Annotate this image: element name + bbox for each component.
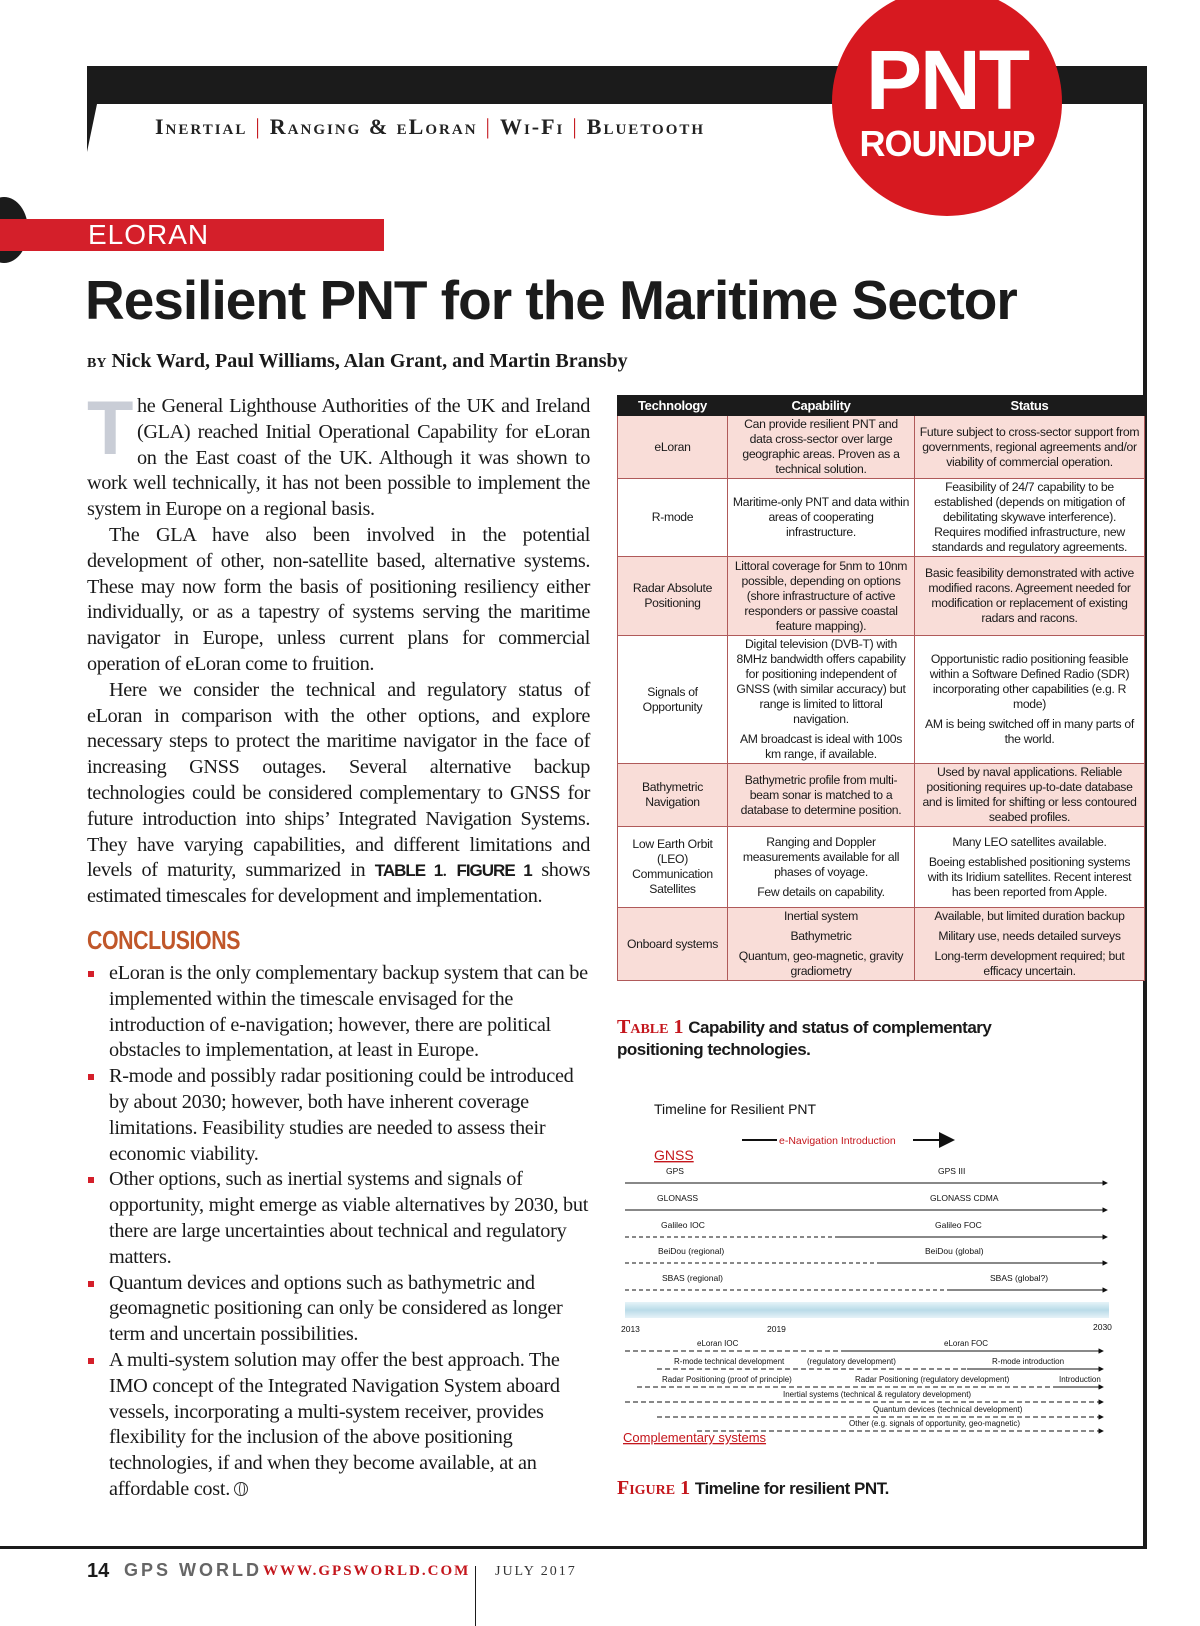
list-item: [87, 1167, 590, 1270]
year-label: 2013: [621, 1324, 640, 1334]
table-row: [618, 764, 1145, 827]
gnss-label-right: Galileo FOC: [935, 1220, 982, 1230]
bullet-icon: [88, 1358, 94, 1364]
cell-line: Can provide resilient PNT and data cross-sector over large geographic areas. Proven as a technical solution.: [742, 417, 900, 476]
bullet-icon: [88, 971, 94, 977]
body-paragraph-3: [87, 678, 590, 910]
table-header-cell: Status: [915, 396, 1145, 416]
figure-caption-text: Timeline for resilient PNT.: [694, 1479, 889, 1498]
complementary-label-mid: Inertial systems (technical & regulatory development): [783, 1390, 972, 1399]
body-paragraph-3-sep: .: [442, 859, 457, 882]
drop-cap: T: [87, 386, 134, 471]
status-cell: [915, 479, 1145, 557]
cell-line: Basic feasibility demonstrated with active modified racons. Agreement needed for modification or replacement of existing radars and racons.: [925, 566, 1134, 625]
status-cell: [915, 636, 1145, 764]
gnss-label-left: GPS: [666, 1166, 684, 1176]
complementary-label-right: Introduction: [1059, 1375, 1101, 1384]
list-item-text: Other options, such as inertial systems and signals of opportunity, might emerge as viable alternatives by 2030, but there are large uncertainties about technical and regulatory matters.: [109, 1168, 589, 1268]
complementary-label-right: R-mode introduction: [992, 1357, 1065, 1366]
table-caption-label: Table 1: [617, 1016, 684, 1038]
enav-label: e-Navigation Introduction: [779, 1135, 896, 1147]
capability-cell: [728, 636, 915, 764]
section-label: ELORAN: [88, 219, 210, 250]
logo-text-roundup: ROUNDUP: [859, 123, 1035, 164]
cell-line: Many LEO satellites available.: [952, 834, 1107, 849]
table-caption-text: Capability and status of complementary positioning technologies.: [617, 1018, 992, 1059]
list-item: [87, 961, 590, 1064]
cell-line: Opportunistic radio positioning feasible within a Software Defined Radio (SDR) incorporating other capabilities (e.g. R mode): [929, 652, 1130, 711]
table-row: [618, 557, 1145, 636]
table-row: [618, 908, 1145, 981]
gnss-label-right: BeiDou (global): [925, 1246, 984, 1256]
status-cell: [915, 764, 1145, 827]
cell-line: Maritime-only PNT and data within areas of cooperating infrastructure.: [732, 495, 910, 539]
table-row: [618, 479, 1145, 557]
table-row: [618, 636, 1145, 764]
list-item: [87, 1271, 590, 1348]
list-item: [87, 1064, 590, 1167]
cell-line: Available, but limited duration backup: [934, 909, 1125, 923]
logo-text-pnt: PNT: [866, 33, 1028, 127]
gnss-label-left: BeiDou (regional): [658, 1246, 725, 1256]
cell-line: Boeing established positioning systems with its Iridium satellites. Recent interest has been reported from Apple.: [927, 854, 1132, 899]
body-paragraph-3-text-a: Here we consider the technical and regulatory status of eLoran in comparison with the other options, and explore necessary steps to protect the maritime navigator in the face of increasing GNSS outages. Several alternative backup technologies could be considered complementary to GNSS for future introduction into ships’ Integrated Navigation Systems. They have varying capabilities, and different limitations and levels of maturity, summarized in: [87, 678, 590, 882]
topic-separator: |: [255, 114, 262, 139]
header-notch: [87, 104, 97, 152]
topic-separator: |: [485, 114, 492, 139]
cell-line: Littoral coverage for 5nm to 10nm possible, depending on options (shore infrastructure of active responders or passive coastal feature mapping).: [734, 558, 908, 633]
table-header-cell: Capability: [728, 396, 915, 416]
technology-cell: Onboard systems: [618, 908, 728, 981]
byline-authors: Nick Ward, Paul Williams, Alan Grant, and Martin Bransby: [111, 350, 628, 372]
complementary-label-right: eLoran FOC: [944, 1339, 989, 1348]
byline: [87, 348, 628, 377]
gnss-heading: GNSS: [654, 1147, 694, 1163]
cell-line: Used by naval applications. Reliable positioning requires up-to-date database and is limited for shifting or less contoured seabed profiles.: [922, 765, 1137, 824]
conclusions-list: [87, 961, 590, 1503]
list-item-text: Quantum devices and options such as bathymetric and geomagnetic positioning can only be considered as longer term and uncertain possibilities.: [109, 1271, 563, 1346]
table-header-row: [618, 396, 1145, 416]
capability-table: [617, 395, 1145, 981]
year-label: 2030: [1093, 1322, 1112, 1332]
gnss-label-left: GLONASS: [657, 1193, 699, 1203]
list-item-text: eLoran is the only complementary backup system that can be implemented within the timescale envisaged for the introduction of e-navigation; however, there are political obstacles to implementation, at least in Europe.: [109, 962, 588, 1062]
status-cell: [915, 827, 1145, 908]
technology-cell: Radar Absolute Positioning: [618, 557, 728, 636]
table-reference: TABLE 1: [374, 861, 443, 881]
status-cell: [915, 416, 1145, 479]
capability-cell: [728, 764, 915, 827]
gnss-label-left: SBAS (regional): [662, 1273, 723, 1283]
gnss-label-right: GLONASS CDMA: [930, 1193, 999, 1203]
technology-cell: Bathymetric Navigation: [618, 764, 728, 827]
figure-caption: [617, 1477, 889, 1500]
figure-caption-label: Figure 1: [617, 1477, 691, 1499]
footer-divider: [475, 1566, 476, 1626]
capability-cell: [728, 479, 915, 557]
figure-reference: FIGURE 1: [456, 861, 532, 881]
complementary-label-left: Radar Positioning (proof of principle): [662, 1375, 792, 1384]
cell-line: Military use, needs detailed surveys: [938, 929, 1121, 943]
bullet-icon: [88, 1074, 94, 1080]
timeline-figure: [617, 1090, 1117, 1450]
figure-title: Timeline for Resilient PNT: [654, 1101, 817, 1117]
cell-line: Few details on capability.: [757, 884, 885, 899]
cell-line: Ranging and Doppler measurements available for all phases of voyage.: [742, 834, 900, 879]
body-paragraph-3-text-b: shows estimated timescales for development and implementation.: [87, 859, 591, 908]
issue-date: JULY 2017: [495, 1564, 577, 1579]
header-topic-nav: [155, 114, 705, 140]
cell-line: Bathymetric: [790, 929, 852, 943]
topic-bluetooth: Bluetooth: [586, 114, 706, 139]
capability-cell: [728, 557, 915, 636]
complementary-label-left: R-mode technical development: [674, 1357, 785, 1366]
complementary-label-left: eLoran IOC: [697, 1339, 739, 1348]
list-item-text: A multi-system solution may offer the best approach. The IMO concept of the Integrated Navigation System aboard vessels, incorporating a multi-system receiver, provides flexibility for the inclusion of the above positioning technologies, if and when they become available, at an affordable cost.: [109, 1348, 560, 1500]
status-cell: [915, 557, 1145, 636]
capability-cell: [728, 416, 915, 479]
table-row: [618, 416, 1145, 479]
cell-line: Feasibility of 24/7 capability to be established (depends on mitigation of debilitating skywave interference). Requires modified infrastructure, new standards and regulatory agreements.: [931, 480, 1128, 554]
table-row: [618, 827, 1145, 908]
technology-cell: eLoran: [618, 416, 728, 479]
topic-inertial: Inertial: [155, 114, 248, 139]
globe-icon: [234, 1482, 248, 1496]
list-item: [87, 1348, 590, 1503]
gnss-label-right: SBAS (global?): [990, 1273, 1049, 1283]
complementary-label-mid: (regulatory development): [807, 1357, 896, 1366]
capability-cell: [728, 908, 915, 981]
capability-cell: [728, 827, 915, 908]
bullet-icon: [88, 1177, 94, 1183]
body-paragraph-1-text: he General Lighthouse Authorities of the UK and Ireland (GLA) reached Initial Operational Capability for eLoran on the East coast of the UK. Although it was shown to work well technically, it has not been possible to implement the system in Europe on a regional basis.: [87, 395, 590, 521]
status-cell: [915, 908, 1145, 981]
gnss-label-left: Galileo IOC: [661, 1220, 705, 1230]
complementary-heading: Complementary systems: [623, 1430, 767, 1445]
complementary-label-mid: Other (e.g. signals of opportunity, geo-magnetic): [849, 1419, 1021, 1428]
gnss-label-right: GPS III: [938, 1166, 966, 1176]
publication-name: GPS WORLD: [124, 1560, 262, 1580]
cell-line: Bathymetric profile from multi-beam sonar is matched to a database to determine position.: [740, 772, 902, 817]
cell-line: AM is being switched off in many parts of the world.: [925, 717, 1134, 746]
body-paragraph-1: [87, 386, 590, 523]
table-body: [618, 416, 1145, 981]
publication-url: WWW.GPSWORLD.COM: [263, 1563, 471, 1579]
topic-wifi: Wi-Fi: [499, 114, 565, 139]
list-item-text: R-mode and possibly radar positioning could be introduced by about 2030; however, both have inherent coverage limitations. Feasibility studies are needed to assess their economic viability.: [109, 1065, 574, 1165]
page-number: 14: [87, 1560, 110, 1582]
table-caption: [617, 1016, 1077, 1061]
bullet-icon: [88, 1281, 94, 1287]
cell-line: Inertial system: [783, 909, 859, 923]
byline-prefix: BY: [87, 356, 107, 371]
conclusions-heading: CONCLUSIONS: [87, 925, 241, 955]
body-paragraph-2: The GLA have also been involved in the potential development of other, non-satellite based, alternative systems. These may now form the basis of positioning resiliency either individually, or as a tapestry of systems serving the maritime navigator in Europe, unless current plans for commercial operation of eLoran come to fruition.: [87, 523, 590, 675]
year-label: 2019: [767, 1324, 786, 1334]
cell-line: Future subject to cross-sector support from governments, regional agreements and/or viability of commercial operation.: [919, 424, 1140, 469]
technology-cell: R-mode: [618, 479, 728, 557]
topic-separator: |: [572, 114, 579, 139]
cell-line: AM broadcast is ideal with 100s km range, if available.: [739, 732, 903, 761]
complementary-label-mid: Radar Positioning (regulatory development): [855, 1375, 1010, 1384]
cell-line: Quantum, geo-magnetic, gravity gradiometry: [738, 949, 904, 978]
timeline-band: [625, 1302, 1109, 1318]
cell-line: Long-term development required; but efficacy uncertain.: [934, 949, 1125, 978]
complementary-label-mid: Quantum devices (technical development): [873, 1405, 1023, 1414]
article-title: Resilient PNT for the Maritime Sector: [85, 269, 1017, 331]
cell-line: Digital television (DVB-T) with 8MHz bandwidth offers capability for positioning independent of GNSS (with similar accuracy) but range is limited to littoral navigation.: [736, 637, 906, 726]
topic-ranging-eloran: Ranging & eLoran: [269, 114, 478, 139]
technology-cell: Signals of Opportunity: [618, 636, 728, 764]
table-header-cell: Technology: [618, 396, 728, 416]
article-body: [87, 386, 591, 910]
footer-rule: [0, 1546, 1147, 1549]
technology-cell: Low Earth Orbit (LEO) Communication Satellites: [618, 827, 728, 908]
